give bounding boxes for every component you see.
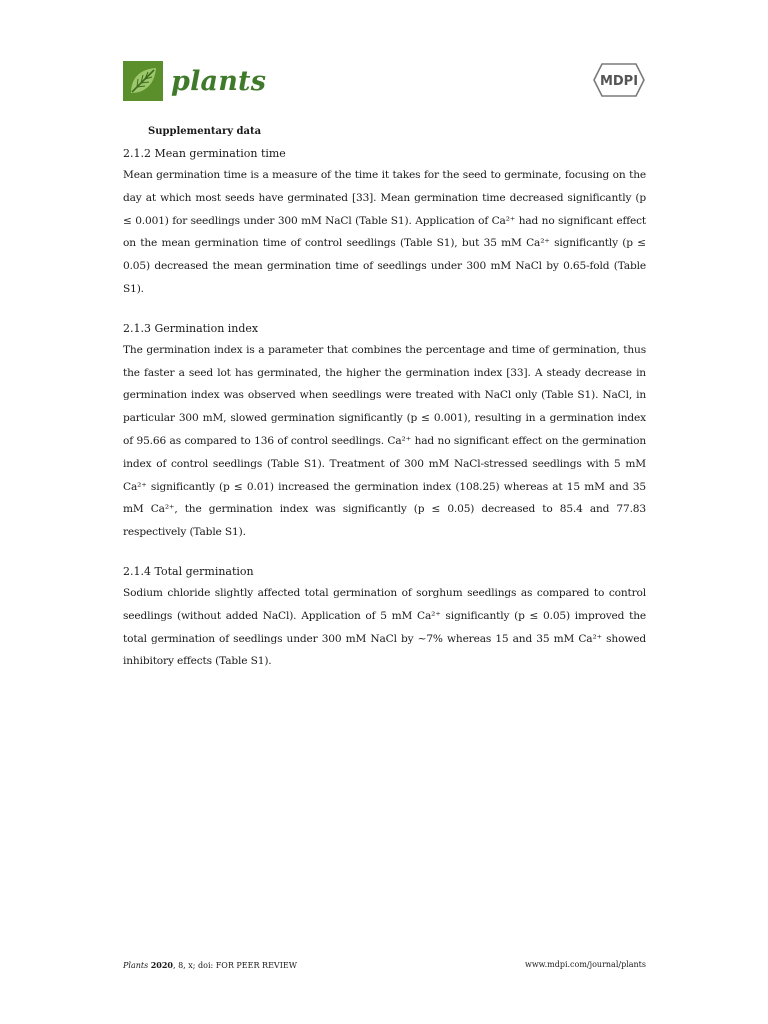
section-body: Mean germination time is a measure of the time it takes for the seed to germinate, focusing on the day at which most seeds have germinated [33]. Mean germination time decreased significantly (p ≤ 0.001) for seedlings under 300 mM NaCl (Table S1). Application of Ca²⁺ had no significant effect on the mean germination time of control seedlings (Table S1), but 35 mM Ca²⁺ significantly (p ≤ 0.05) decreased the mean germination time of seedlings under 300 mM NaCl by 0.65-fold (Table S1).	[123, 169, 646, 295]
footer-journal: Plants	[123, 961, 149, 970]
leaf-icon	[123, 61, 163, 101]
article-content	[123, 146, 646, 673]
footer-citation-rest: , 8, x; doi: FOR PEER REVIEW	[173, 961, 297, 970]
footer-citation	[123, 960, 297, 970]
publisher-logo[interactable]	[592, 62, 646, 102]
footer-year: 2020	[150, 960, 173, 970]
section-body: Sodium chloride slightly affected total germination of sorghum seedlings as compared to control seedlings (without added NaCl). Application of 5 mM Ca²⁺ significantly (p ≤ 0.05) improved the total germination of seedlings under 300 mM NaCl by ~7% whereas 15 and 35 mM Ca²⁺ showed inhibitory effects (Table S1).	[123, 586, 646, 668]
page-header	[0, 0, 768, 110]
footer-url[interactable]: www.mdpi.com/journal/plants	[524, 960, 646, 969]
page-footer	[123, 960, 646, 970]
section-heading: 2.1.2 Mean germination time	[123, 147, 286, 160]
section-total-germination	[123, 564, 646, 673]
publisher-name: MDPI	[599, 74, 639, 89]
section-heading: 2.1.4 Total germination	[123, 564, 254, 578]
section-heading: 2.1.3 Germination index	[123, 321, 259, 335]
journal-logo[interactable]	[123, 61, 266, 101]
section-mean-germination-time	[123, 146, 646, 301]
section-body: The germination index is a parameter that combines the percentage and time of germination, thus the faster a seed lot has germinated, the higher the germination index [33]. A steady decrease in germination index was observed when seedlings were treated with NaCl only (Table S1). NaCl, in particular 300 mM, slowed germination significantly (p ≤ 0.001), resulting in a germination index of 95.66 as compared to 136 of control seedlings. Ca²⁺ had no significant effect on the germination index of control seedlings (Table S1). Treatment of 300 mM NaCl-stressed seedlings with 5 mM Ca²⁺ significantly (p ≤ 0.01) increased the germination index (108.25) whereas at 15 mM and 35 mM Ca²⁺, the germination index was significantly (p ≤ 0.05) decreased to 85.4 and 77.83 respectively (Table S1).	[123, 343, 646, 539]
section-germination-index	[123, 321, 646, 544]
journal-name: plants	[171, 65, 267, 97]
supplementary-label: Supplementary data	[148, 126, 262, 137]
